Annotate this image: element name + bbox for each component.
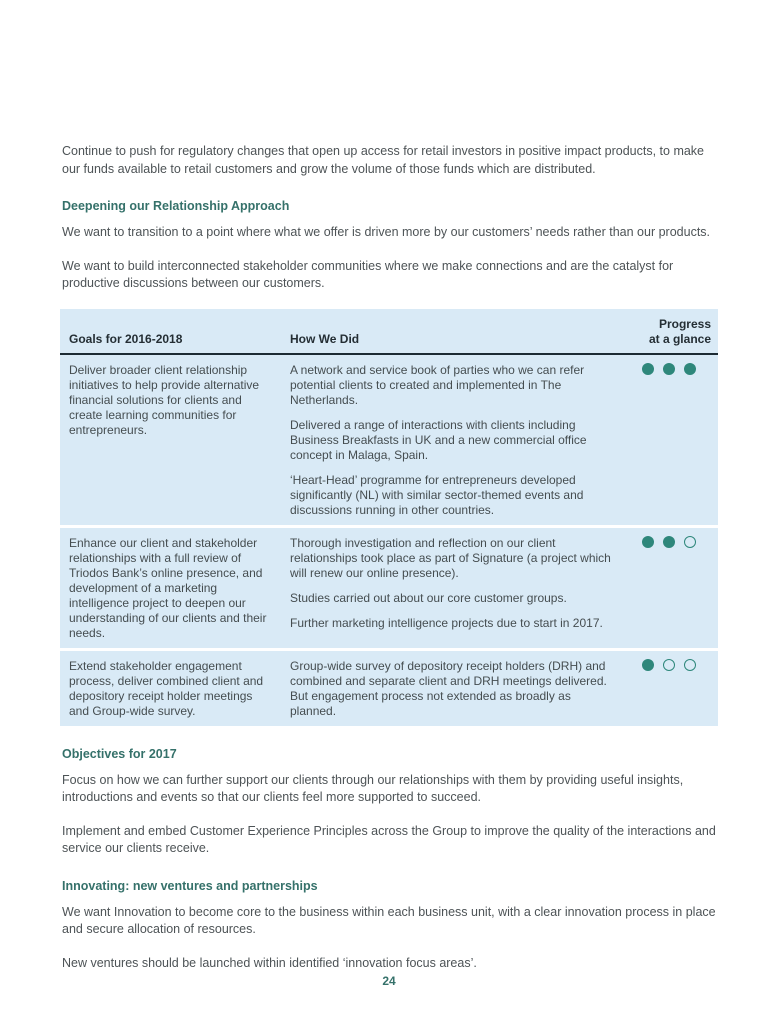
objectives-paragraph-1: Focus on how we can further support our clients through our relationships with them by providing useful insights, introductions and events so that our clients feel more supported to succeed. (62, 772, 684, 804)
intro-paragraph: Continue to push for regulatory changes that open up access for retail investors in positive impact products, to make our funds available to retail customers and grow the volume of those funds which are distributed. (62, 144, 705, 176)
section-heading-relationship: Deepening our Relationship Approach (62, 199, 290, 213)
column-header-progress: Progress at a glance (621, 309, 718, 354)
how-paragraph: Further marketing intelligence projects due to start in 2017. (290, 615, 603, 630)
goals-progress-table (60, 309, 718, 726)
innovating-paragraph-2: New ventures should be launched within identified ‘innovation focus areas’. (62, 955, 477, 970)
section-heading-objectives: Objectives for 2017 (62, 746, 177, 761)
progress-dots (642, 363, 696, 375)
table-header-row (60, 309, 718, 354)
page-content (62, 143, 718, 988)
progress-dot-filled (642, 536, 654, 548)
progress-cell (621, 354, 718, 527)
how-paragraph: A network and service book of parties who we can refer potential clients to created and implemented in The Netherlands. (290, 362, 585, 407)
relationship-paragraph-2: We want to build interconnected stakeholder communities where we make connections and are the catalyst for productive discussions between our customers. (62, 258, 674, 290)
how-we-did-cell (281, 354, 621, 527)
objectives-paragraph-2: Implement and embed Customer Experience Principles across the Group to improve the quality of the interactions and service our clients receive. (62, 823, 716, 855)
relationship-paragraph-1: We want to transition to a point where what we offer is driven more by our customers’ needs rather than our products. (62, 225, 711, 239)
how-we-did-cell (281, 526, 621, 649)
progress-cell (621, 526, 718, 649)
column-header-how-we-did: How We Did (281, 309, 621, 354)
progress-dot-filled (663, 536, 675, 548)
how-paragraph: Delivered a range of interactions with clients including Business Breakfasts in UK and a new commercial office concept in Malaga, Spain. (290, 417, 587, 462)
progress-dots (642, 659, 696, 671)
goal-cell: Extend stakeholder engagement process, deliver combined client and depository receipt holder meetings and Group-wide survey. (60, 649, 281, 726)
how-paragraph: Thorough investigation and reflection on our client relationships took place as part of Signature (a project which will renew our online presence). (290, 535, 611, 580)
progress-cell (621, 649, 718, 726)
progress-dot-filled (642, 363, 654, 375)
progress-dot-filled (642, 659, 654, 671)
how-paragraph: ‘Heart-Head’ programme for entrepreneurs developed significantly (NL) with similar sector-themed events and discussions running in other countries. (290, 472, 584, 517)
innovating-paragraph-1: We want Innovation to become core to the business within each business unit, with a clear innovation process in place and secure allocation of resources. (62, 904, 716, 936)
goal-cell: Enhance our client and stakeholder relationships with a full review of Triodos Bank’s online presence, and development of a marketing intelligence project to deepen our understanding of our clients and their needs. (60, 526, 281, 649)
section-heading-innovating: Innovating: new ventures and partnerships (62, 878, 318, 893)
progress-dot-empty (663, 659, 675, 671)
how-we-did-cell (281, 649, 621, 726)
progress-dot-empty (684, 659, 696, 671)
how-paragraph: Group-wide survey of depository receipt holders (DRH) and combined and separate client and DRH meetings delivered. But engagement process not extended as broadly as planned. (290, 658, 607, 718)
column-header-goals: Goals for 2016-2018 (60, 309, 281, 354)
table-row (60, 354, 718, 527)
progress-dot-filled (684, 363, 696, 375)
progress-dot-empty (684, 536, 696, 548)
progress-dot-filled (663, 363, 675, 375)
goal-cell: Deliver broader client relationship initiatives to help provide alternative financial solutions for clients and create learning communities for entrepreneurs. (69, 362, 260, 437)
table-row (60, 526, 718, 649)
how-paragraph: Studies carried out about our core customer groups. (290, 590, 567, 605)
progress-dots (642, 536, 696, 548)
table-row (60, 649, 718, 726)
page-number: 24 (382, 974, 396, 988)
